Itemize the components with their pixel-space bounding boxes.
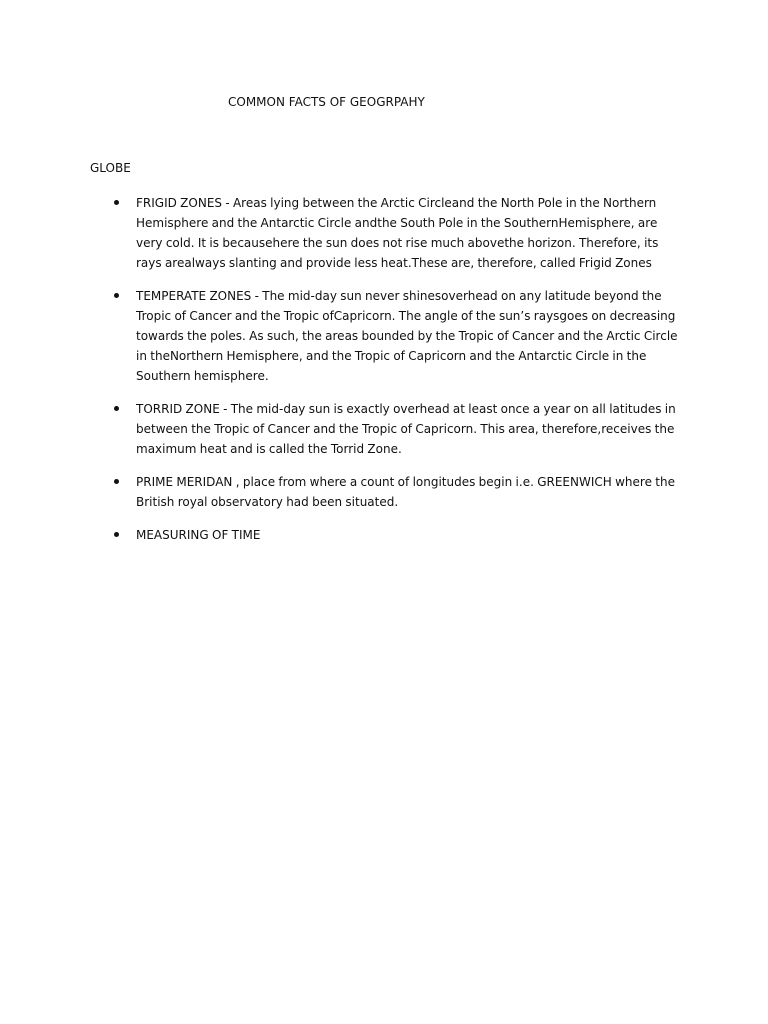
bullet-text: MEASURING OF TIME [136,528,261,542]
list-item [112,193,682,273]
section-heading: GLOBE [90,161,131,175]
bullet-text: FRIGID ZONES - Areas lying between the Arctic Circleand the North Pole in the Northern Hemisphere and the Antarctic Circle andthe South Pole in the SouthernHemisphere, are very cold. It is becausehere the sun does not rise much abovethe horizon. Therefore, its rays arealways slanting and provide less heat.These are, therefore, called Frigid Zones [136,196,659,270]
list-item [112,286,682,386]
list-item [112,525,682,545]
bullet-list [112,193,682,558]
list-item [112,399,682,459]
bullet-icon [114,532,119,537]
bullet-text: PRIME MERIDAN , place from where a count of longitudes begin i.e. GREENWICH where the British royal observatory had been situated. [136,475,675,509]
document-title: COMMON FACTS OF GEOGRPAHY [228,95,425,109]
bullet-text: TEMPERATE ZONES - The mid-day sun never shinesoverhead on any latitude beyond the Tropic of Cancer and the Tropic ofCapricorn. The angle of the sun’s raysgoes on decreasing towards the poles. As such, the areas bounded by the Tropic of Cancer and the Arctic Circle in theNorthern Hemisphere, and the Tropic of Capricorn and the Antarctic Circle in the Southern hemisphere. [136,289,678,383]
bullet-text: TORRID ZONE - The mid-day sun is exactly overhead at least once a year on all latitudes in between the Tropic of Cancer and the Tropic of Capricorn. This area, therefore,receives the maximum heat and is called the Torrid Zone. [136,402,676,456]
bullet-icon [114,406,119,411]
list-item [112,472,682,512]
bullet-icon [114,200,119,205]
bullet-icon [114,479,119,484]
bullet-icon [114,293,119,298]
